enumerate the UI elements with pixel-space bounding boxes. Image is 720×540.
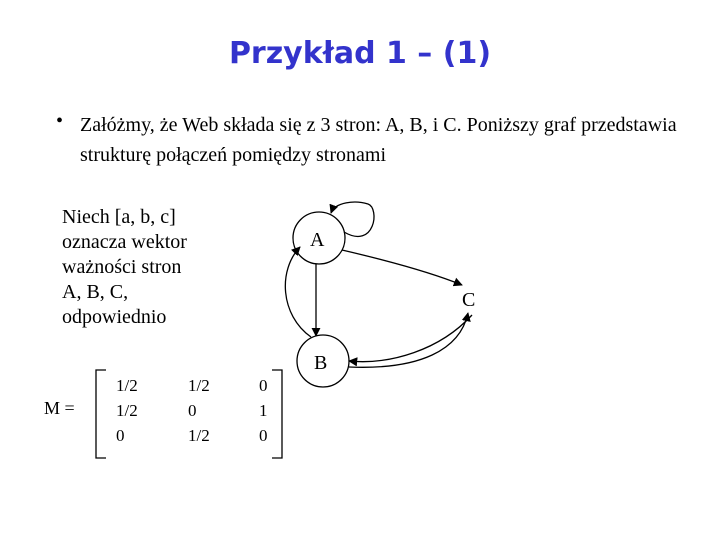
matrix-cell: 0 bbox=[116, 426, 125, 445]
description-line: ważności stron bbox=[62, 256, 182, 278]
node-label-b: B bbox=[314, 352, 328, 374]
node-label-a: A bbox=[310, 229, 325, 251]
matrix-cell: 0 bbox=[259, 426, 268, 445]
matrix-cell: 1/2 bbox=[188, 426, 210, 445]
edge-b-to-c bbox=[349, 313, 468, 367]
matrix-cell: 0 bbox=[188, 401, 197, 420]
description-line: oznacza wektor bbox=[62, 231, 187, 253]
matrix-left-bracket bbox=[96, 370, 106, 458]
matrix-cell: 1/2 bbox=[188, 376, 210, 395]
description-line: Niech [a, b, c] bbox=[62, 206, 176, 228]
matrix-cell: 1/2 bbox=[116, 401, 138, 420]
bullet-symbol: • bbox=[56, 110, 64, 132]
slide-title: Przykład 1 – (1) bbox=[228, 36, 492, 71]
matrix-cell: 1 bbox=[259, 401, 268, 420]
matrix-cell: 1/2 bbox=[116, 376, 138, 395]
matrix-right-bracket bbox=[272, 370, 282, 458]
matrix-cell: 0 bbox=[259, 376, 268, 395]
matrix-label: M = bbox=[44, 398, 75, 418]
edge-c-to-b bbox=[349, 315, 472, 362]
node-label-c: C bbox=[462, 289, 476, 311]
bullet-text: Załóżmy, że Web składa się z 3 stron: A, B, i C. Poniższy graf przedstawia strukturę połączeń pomiędzy stronami bbox=[80, 114, 677, 166]
edge-a-to-c bbox=[342, 250, 462, 285]
description-line: A, B, C, bbox=[62, 281, 129, 303]
description-line: odpowiednio bbox=[62, 306, 167, 328]
